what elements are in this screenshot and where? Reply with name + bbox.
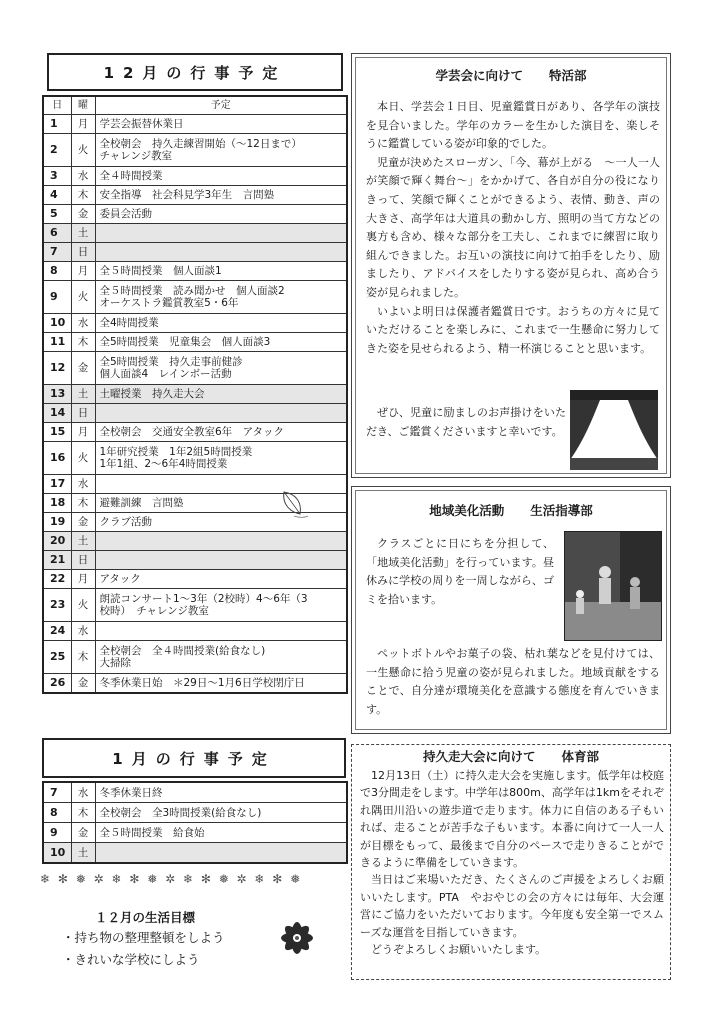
gakugeikai-body: [366, 98, 660, 358]
weekday-cell: 木: [71, 803, 95, 823]
plan-cell: [95, 823, 347, 843]
plan-cell: [95, 262, 347, 281]
weekday-cell: 水: [71, 475, 95, 494]
living-goal-item: ・きれいな学校にしよう: [62, 952, 200, 967]
weekday-cell: 金: [71, 352, 95, 385]
table-row: [43, 281, 347, 314]
weekday-cell: 水: [71, 782, 95, 803]
weekday-cell: 金: [71, 513, 95, 532]
plan-line: アタック: [99, 573, 141, 585]
header-plan: 予定: [95, 96, 347, 115]
table-row: [43, 551, 347, 570]
plan-line: 1年1組、2～6年4時間授業: [99, 458, 228, 470]
plan-cell: [95, 385, 347, 404]
weekday-cell: 木: [71, 641, 95, 674]
jikyuso-body: [360, 767, 664, 958]
paragraph: 当日はご来場いただき、たくさんのご声援をよろしくお願いいたします。PTA やおやじの会の方々には毎年、大会運営にご協力をいただいております。今年度も安全第一でスムーズな運営を目指していきます。: [360, 873, 664, 939]
weekday-cell: 月: [71, 115, 95, 134]
table-row: [43, 641, 347, 674]
jikyuso-panel: [351, 744, 671, 980]
weekday-cell: 木: [71, 494, 95, 513]
weekday-cell: 月: [71, 423, 95, 442]
bika-body-1: [366, 535, 554, 609]
table-row: [43, 224, 347, 243]
weekday-cell: 土: [71, 843, 95, 864]
plan-line: 学芸会振替休業日: [99, 118, 184, 130]
header-weekday: 曜: [71, 96, 95, 115]
day-cell: 22: [43, 570, 71, 589]
table-row: [43, 803, 347, 823]
leaf-decoration-icon: [276, 488, 310, 524]
bika-panel: [351, 486, 671, 734]
day-cell: 10: [43, 314, 71, 333]
weekday-cell: 火: [71, 589, 95, 622]
table-row: [43, 243, 347, 262]
day-cell: 14: [43, 404, 71, 423]
weekday-cell: 金: [71, 674, 95, 694]
day-cell: 1: [43, 115, 71, 134]
gakugeikai-dept: 特活部: [549, 68, 587, 83]
day-cell: 24: [43, 622, 71, 641]
cleanup-activity-photo: [564, 531, 662, 641]
plan-cell: [95, 551, 347, 570]
table-row: [43, 782, 347, 803]
paragraph: 12月13日（土）に持久走大会を実施します。低学年は校庭で3分間走をします。中学年は800m、高学年は1kmをそれぞれ隅田川沿いの遊歩道で走ります。体力に自信のある子もいれば、走ることが苦手な子もいます。本番に向けて一人一人が目標をもって、最後まで自分のペースで走りきることができるように準備をしていきます。: [360, 769, 664, 870]
plan-line: 全校朝会 交通安全教室6年 アタック: [99, 426, 284, 438]
plan-line: 全５時間授業 個人面談1: [99, 265, 222, 277]
gakugeikai-closing: [366, 404, 566, 441]
table-row: [43, 404, 347, 423]
plan-line: 冬季休業日終: [99, 786, 163, 799]
weekday-cell: 水: [71, 622, 95, 641]
jikyuso-dept: 体育部: [561, 749, 600, 764]
gakugeikai-title: 学芸会に向けて: [435, 68, 523, 83]
day-cell: 21: [43, 551, 71, 570]
day-cell: 6: [43, 224, 71, 243]
plan-line: 避難訓練 言問塾: [99, 497, 184, 509]
day-cell: 26: [43, 674, 71, 694]
weekday-cell: 土: [71, 385, 95, 404]
plan-line: 個人面談4 レインボー活動: [99, 368, 232, 380]
plan-line: 全4時間授業: [99, 317, 159, 329]
plan-cell: [95, 622, 347, 641]
paragraph: どうぞよろしくお願いいたします。: [371, 943, 547, 957]
weekday-cell: 土: [71, 532, 95, 551]
plan-line: 全校朝会 全４時間授業(給食なし): [99, 645, 266, 657]
table-row: [43, 570, 347, 589]
paragraph: いよいよ明日は保護者鑑賞日です。おうちの方々に見ていただけることを楽しみに、これまで一生懸命に努力してきた姿を見せられるよう、精一杯演じることと思います。: [366, 304, 660, 355]
weekday-cell: 月: [71, 570, 95, 589]
bika-body-2: [366, 645, 660, 719]
plan-line: 全４時間授業: [99, 170, 163, 182]
day-cell: 11: [43, 333, 71, 352]
header-day: 日: [43, 96, 71, 115]
bika-dept: 生活指導部: [530, 503, 593, 518]
table-row: [43, 262, 347, 281]
day-cell: 20: [43, 532, 71, 551]
plan-cell: [95, 314, 347, 333]
table-header-row: [43, 96, 347, 115]
living-goals-title: １２月の生活目標: [95, 910, 196, 925]
plan-cell: [95, 404, 347, 423]
plan-cell: [95, 333, 347, 352]
plan-line: 全５時間授業 給食始: [99, 826, 205, 839]
weekday-cell: 火: [71, 134, 95, 167]
paragraph: クラスごとに日にちを分担して、「地域美化活動」を行っています。昼休みに学校の周りを一周しながら、ゴミを拾います。: [366, 537, 554, 606]
plan-cell: [95, 167, 347, 186]
day-cell: 18: [43, 494, 71, 513]
day-cell: 19: [43, 513, 71, 532]
plan-line: 委員会活動: [99, 208, 152, 220]
day-cell: 7: [43, 782, 71, 803]
day-cell: 5: [43, 205, 71, 224]
january-schedule-title: 1月の行事予定: [42, 738, 346, 778]
plan-line: 全校朝会 持久走練習開始（～12日まで）: [99, 138, 302, 150]
snowflake-border: ❄ ✻ ❅ ✲ ❄ ✻ ❅ ✲ ❄ ✻ ❅ ✲ ❄ ✻ ❅: [40, 872, 303, 886]
day-cell: 4: [43, 186, 71, 205]
table-row: [43, 442, 347, 475]
weekday-cell: 日: [71, 404, 95, 423]
paragraph: 本日、学芸会１日目、児童鑑賞日があり、各学年の演技を見合いました。学年のカラーを生かした演目を、楽しそうに鑑賞している姿が印象的でした。: [366, 100, 660, 151]
weekday-cell: 木: [71, 186, 95, 205]
table-row: [43, 385, 347, 404]
day-cell: 7: [43, 243, 71, 262]
plan-cell: [95, 803, 347, 823]
weekday-cell: 火: [71, 442, 95, 475]
living-goal-item: ・持ち物の整理整頓をしよう: [62, 930, 225, 945]
january-schedule-table: [42, 781, 348, 864]
plan-line: 全５時間授業 読み聞かせ 個人面談2: [99, 285, 285, 297]
plan-cell: [95, 423, 347, 442]
table-row: [43, 186, 347, 205]
day-cell: 8: [43, 262, 71, 281]
plan-cell: [95, 641, 347, 674]
table-row: [43, 314, 347, 333]
table-row: [43, 622, 347, 641]
plan-cell: [95, 674, 347, 694]
plan-line: 全校朝会 全3時間授業(給食なし): [99, 806, 262, 819]
plan-cell: [95, 782, 347, 803]
table-row: [43, 167, 347, 186]
table-row: [43, 823, 347, 843]
weekday-cell: 水: [71, 167, 95, 186]
weekday-cell: 日: [71, 243, 95, 262]
poinsettia-icon: [268, 912, 326, 964]
plan-cell: [95, 843, 347, 864]
december-schedule-title: 12月の行事予定: [47, 53, 343, 91]
table-row: [43, 333, 347, 352]
jikyuso-heading: [352, 747, 670, 765]
plan-line: 冬季休業日始 ＊29日～1月6日学校閉庁日: [99, 677, 305, 689]
weekday-cell: 金: [71, 205, 95, 224]
jikyuso-title: 持久走大会に向けて: [422, 749, 536, 764]
plan-line: 朗読コンサート1～3年（2校時）4～6年（3: [99, 593, 308, 605]
table-row: [43, 674, 347, 694]
table-row: [43, 205, 347, 224]
plan-cell: [95, 532, 347, 551]
paragraph: ペットボトルやお菓子の袋、枯れ葉などを見付けては、一生懸命に拾う児童の姿が見られました。地域貢献をすることで、自分達が環境美化を意識する態度を育んでいきます。: [366, 647, 660, 716]
stage-curtain-icon: [570, 390, 658, 470]
plan-cell: [95, 442, 347, 475]
plan-cell: [95, 205, 347, 224]
plan-line: 1年研究授業 1年2組5時間授業: [99, 446, 253, 458]
plan-line: 大掃除: [99, 657, 131, 669]
table-row: [43, 532, 347, 551]
day-cell: 17: [43, 475, 71, 494]
paragraph: ぜひ、児童に励ましのお声掛けをいただき、ご鑑賞くださいますと幸いです。: [366, 406, 566, 438]
weekday-cell: 月: [71, 262, 95, 281]
day-cell: 9: [43, 281, 71, 314]
day-cell: 25: [43, 641, 71, 674]
weekday-cell: 火: [71, 281, 95, 314]
weekday-cell: 土: [71, 224, 95, 243]
table-row: [43, 423, 347, 442]
plan-line: チャレンジ教室: [99, 150, 173, 162]
gakugeikai-panel: [351, 53, 671, 478]
day-cell: 3: [43, 167, 71, 186]
plan-cell: [95, 570, 347, 589]
plan-line: 土曜授業 持久走大会: [99, 388, 205, 400]
day-cell: 15: [43, 423, 71, 442]
plan-line: クラブ活動: [99, 516, 152, 528]
table-row: [43, 843, 347, 864]
plan-line: オーケストラ鑑賞教室5・6年: [99, 297, 239, 309]
plan-line: 全5時間授業 持久走事前健診: [99, 356, 243, 368]
plan-cell: [95, 134, 347, 167]
plan-cell: [95, 243, 347, 262]
day-cell: 23: [43, 589, 71, 622]
weekday-cell: 金: [71, 823, 95, 843]
december-schedule-table: [42, 95, 348, 694]
table-row: [43, 115, 347, 134]
day-cell: 12: [43, 352, 71, 385]
day-cell: 16: [43, 442, 71, 475]
plan-cell: [95, 115, 347, 134]
weekday-cell: 水: [71, 314, 95, 333]
day-cell: 10: [43, 843, 71, 864]
plan-line: 全5時間授業 児童集会 個人面談3: [99, 336, 271, 348]
table-row: [43, 352, 347, 385]
day-cell: 2: [43, 134, 71, 167]
plan-line: 校時） チャレンジ教室: [99, 605, 209, 617]
bika-heading: [352, 501, 670, 519]
plan-cell: [95, 281, 347, 314]
table-row: [43, 589, 347, 622]
plan-cell: [95, 589, 347, 622]
plan-cell: [95, 224, 347, 243]
weekday-cell: 日: [71, 551, 95, 570]
plan-line: 安全指導 社会科見学3年生 言問塾: [99, 189, 275, 201]
day-cell: 13: [43, 385, 71, 404]
paragraph: 児童が決めたスローガン、「今、幕が上がる ～一人一人が笑顔で輝く舞台～」をかかげて、各自が自分の役になりきって、笑顔で輝くことができるよう、表情、動き、声の大きさ、高学年は大道具の動かし方、照明の当て方などの裏方も含め、様々な部分を工夫し、これまでに練習に取り組んできました。お互いの演技に向けて拍手をしたり、励ましたり、アドバイスをしたりする姿が見られ、高め合う姿が見られました。: [366, 155, 660, 299]
day-cell: 9: [43, 823, 71, 843]
gakugeikai-heading: [352, 66, 670, 84]
table-row: [43, 134, 347, 167]
plan-cell: [95, 352, 347, 385]
day-cell: 8: [43, 803, 71, 823]
plan-cell: [95, 186, 347, 205]
weekday-cell: 木: [71, 333, 95, 352]
bika-title: 地域美化活動: [429, 503, 505, 518]
